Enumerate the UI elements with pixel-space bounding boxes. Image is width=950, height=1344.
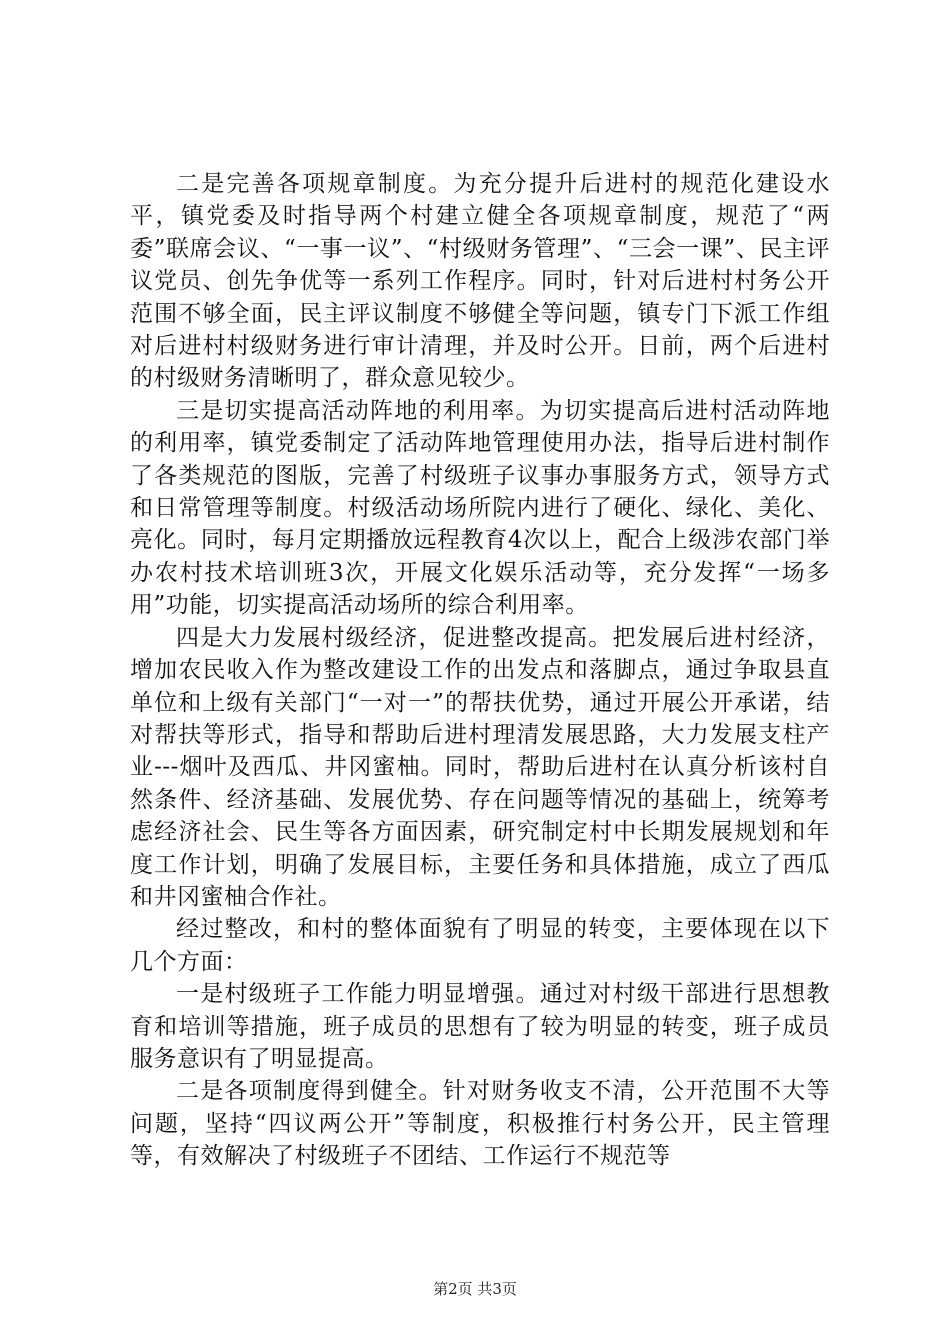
- page-number: 第2页 共3页: [433, 1280, 517, 1298]
- paragraph-rules-system: 二是完善各项规章制度。为充分提升后进村的规范化建设水平，镇党委及时指导两个村建立健全各项规章制度，规范了“两委”联席会议、“一事一议”、“村级财务管理”、“三会一课”、民主评议党员、创先争优等一系列工作程序。同时，针对后进村村务公开范围不够全面，民主评议制度不够健全等问题，镇专门下派工作组对后进村村级财务进行审计清理，并及时公开。日前，两个后进村的村级财务清晰明了，群众意见较少。: [130, 171, 830, 392]
- paragraph-activity-venue: 三是切实提高活动阵地的利用率。为切实提高后进村活动阵地的利用率，镇党委制定了活动阵地管理使用办法，指导后进村制作了各类规范的图版，完善了村级班子议事办事服务方式，领导方式和日常管理等制度。村级活动场所院内进行了硬化、绿化、美化、亮化。同时，每月定期播放远程教育4次以上，配合上级涉农部门举办农村技术培训班3次，开展文化娱乐活动等，充分发挥“一场多用”功能，切实提高活动场所的综合利用率。: [130, 397, 830, 619]
- paragraph-team-capability: 一是村级班子工作能力明显增强。通过对村级干部进行思想教育和培训等措施，班子成员的思想有了较为明显的转变，班子成员服务意识有了明显提高。: [130, 981, 830, 1072]
- page-footer: [0, 1278, 950, 1299]
- paragraph-rectification-summary: 经过整改，和村的整体面貌有了明显的转变，主要体现在以下几个方面：: [130, 916, 830, 975]
- paragraph-village-economy: 四是大力发展村级经济，促进整改提高。把发展后进村经济，增加农民收入作为整改建设工作的出发点和落脚点，通过争取县直单位和上级有关部门“一对一”的帮扶优势，通过开展公开承诺，结对帮扶等形式，指导和帮助后进村理清发展思路，大力发展支柱产业---烟叶及西瓜、井冈蜜柚。同时，帮助后进村在认真分析该村自然条件、经济基础、发展优势、存在问题等情况的基础上，统筹考虑经济社会、民生等各方面因素，研究制定村中长期发展规划和年度工作计划，明确了发展目标，主要任务和具体措施，成立了西瓜和井冈蜜柚合作社。: [130, 624, 830, 910]
- paragraph-systems-improved: 二是各项制度得到健全。针对财务收支不清，公开范围不大等问题，坚持“四议两公开”等制度，积极推行村务公开，民主管理等，有效解决了村级班子不团结、工作运行不规范等: [130, 1078, 830, 1170]
- document-body: [130, 168, 830, 1173]
